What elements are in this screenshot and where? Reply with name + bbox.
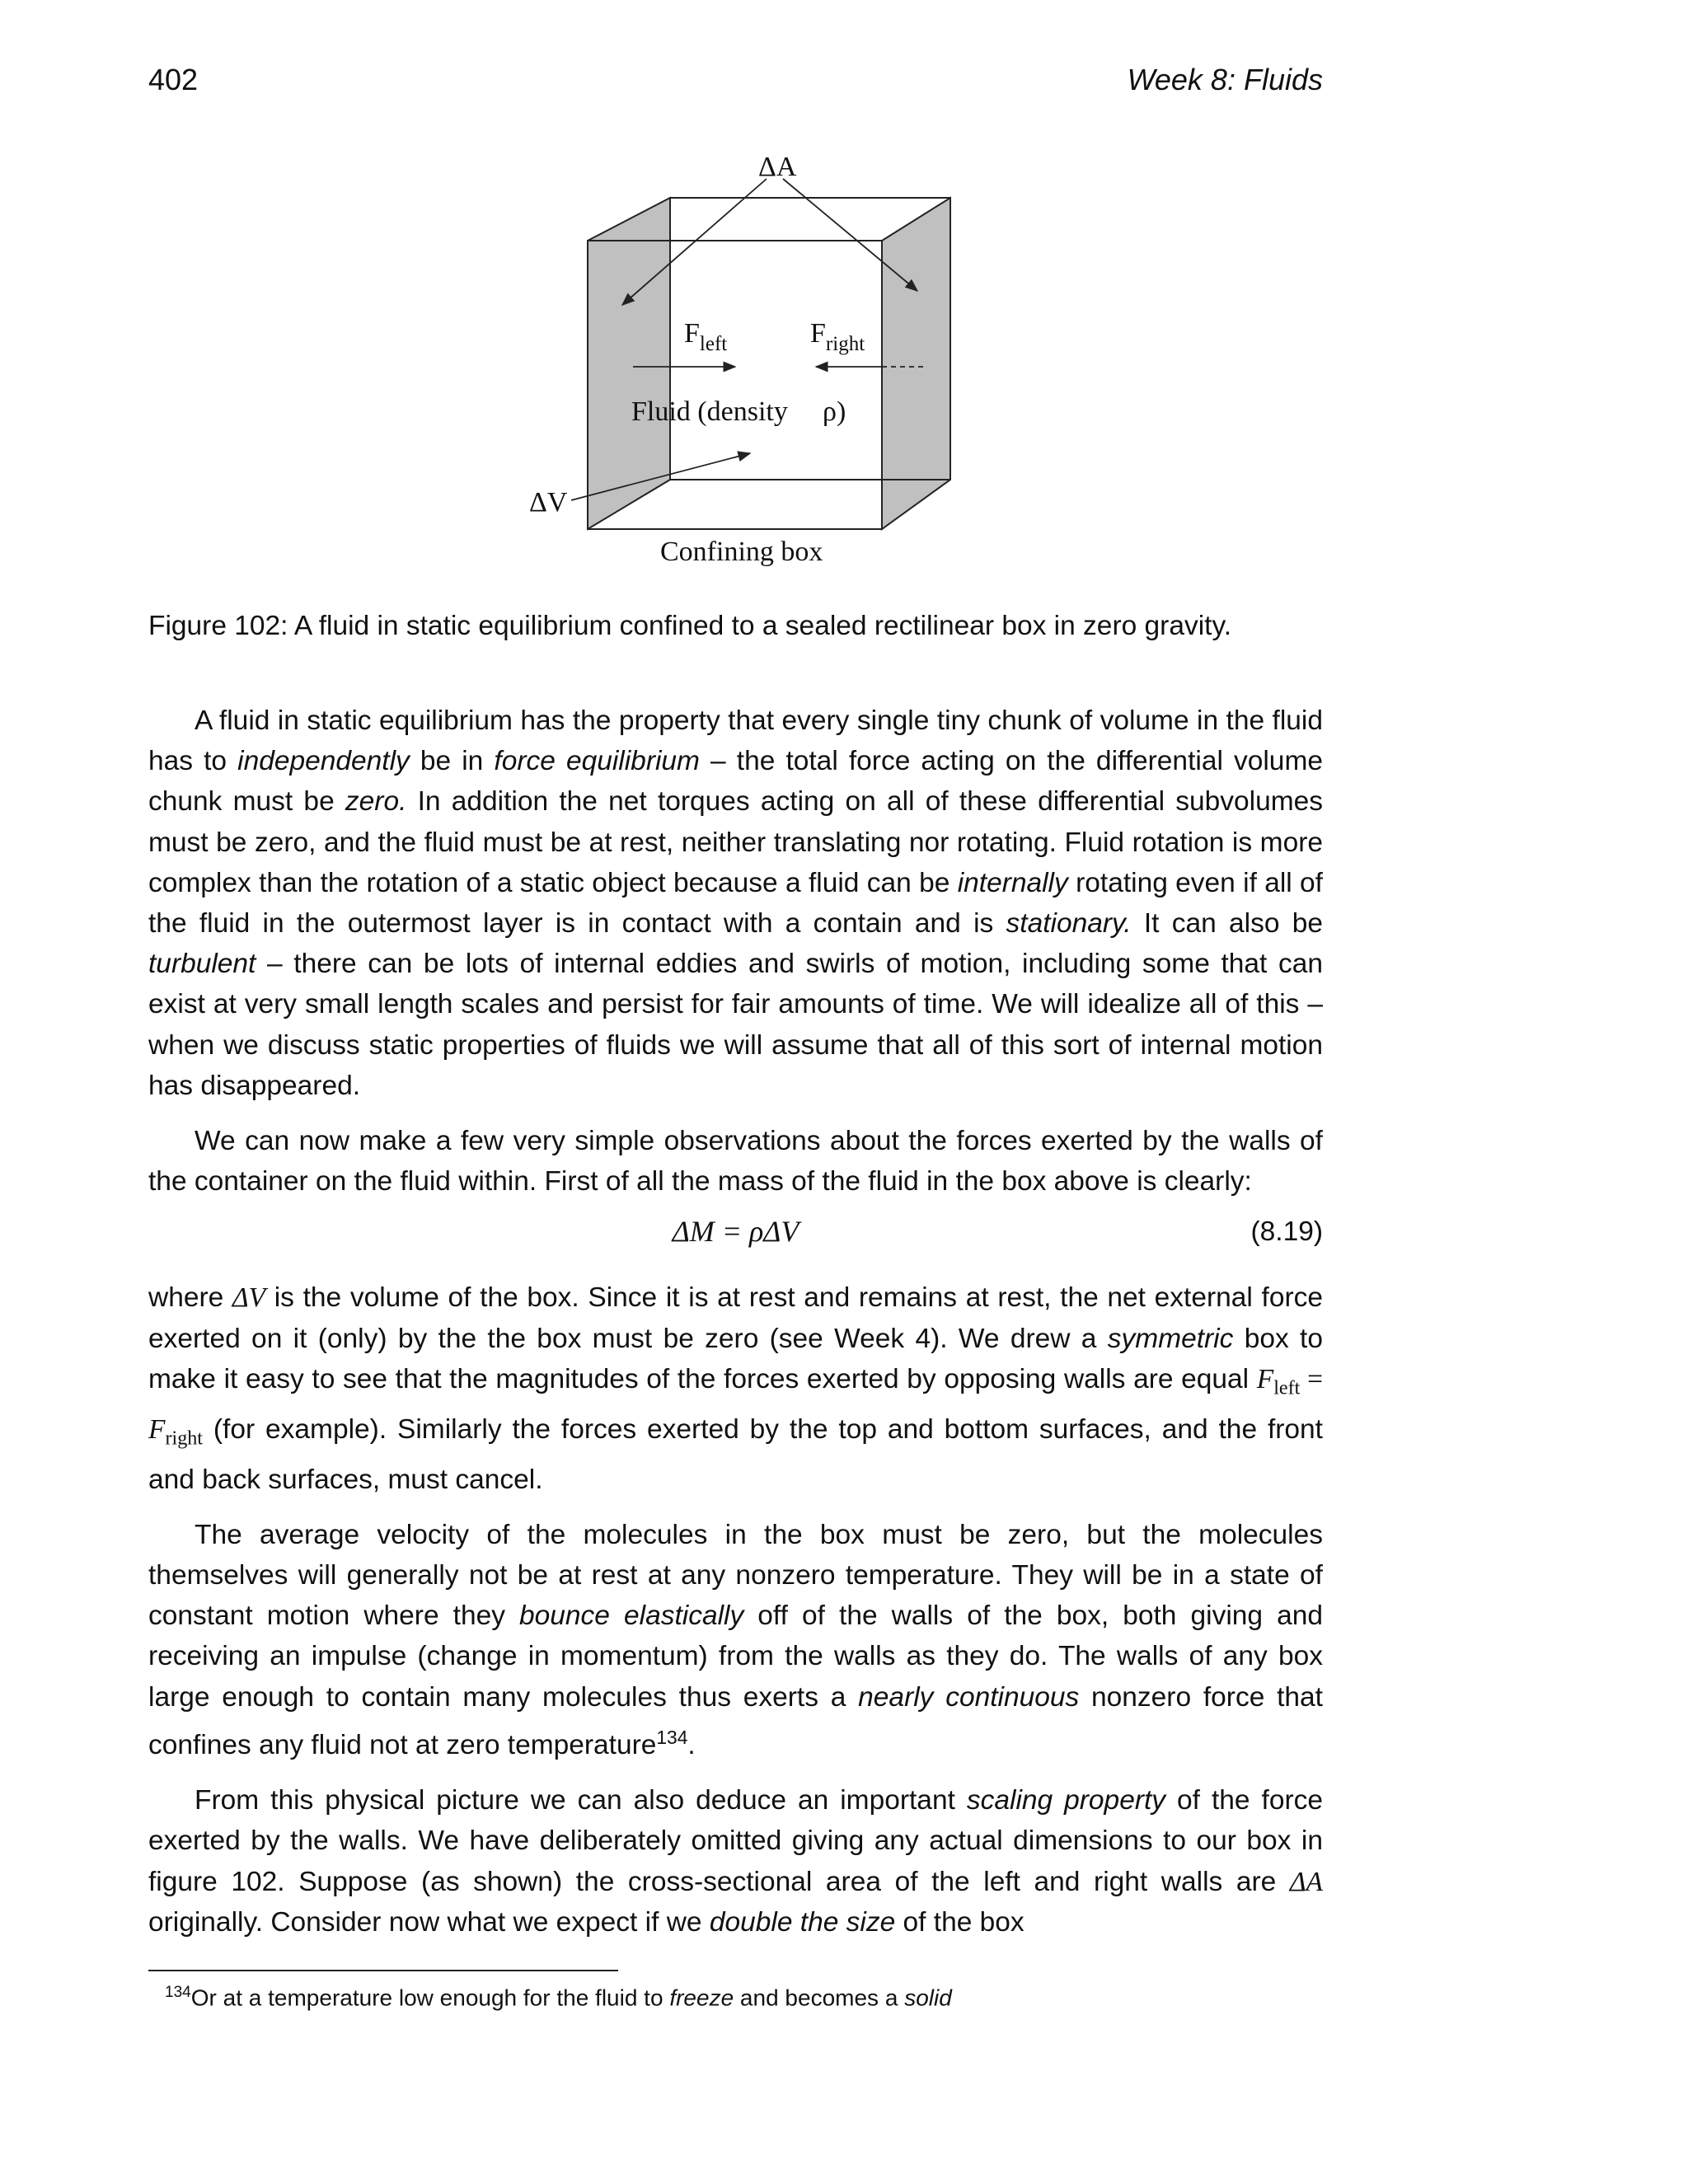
f-right-label: $F_{right}$ <box>810 318 865 355</box>
f-left-label: $F_{left}$ <box>684 318 728 355</box>
confining-box-label: Confining box <box>660 537 823 567</box>
figure-caption: Figure 102: A fluid in static equilibrium confined to a sealed rectilinear box in zero gravity. <box>148 611 1232 641</box>
running-head: Week 8: Fluids <box>1127 63 1323 96</box>
paragraph-4: The average velocity of the molecules in the box must be zero, but the molecules themselves will generally not be at rest at any nonzero temperature. They will be in a state of constant motion where they bounce elastically off of the walls of the box, both giving and receiving an impulse (change in momentum) from the walls as they do. The walls of any box large enough to contain many molecules thus exerts a nearly continuous nonzero force that confines any fluid not at zero temperature$^{134}$. <box>148 1519 1323 1760</box>
figure-102 <box>511 144 1006 589</box>
footnote-134: $^{134}$Or at a temperature low enough for the fluid to freeze and becomes a solid <box>165 1984 952 2011</box>
confining-box-diagram <box>511 144 1006 589</box>
paragraph-5: From this physical picture we can also deduce an important scaling property of the force exerted by the walls. We have deliberately omitted giving any actual dimensions to our box in figure 102. Suppose (as shown) the cross-sectional area of the left and right walls are ΔA originally. Consider now what we expect if we double the size of the box <box>148 1785 1324 1938</box>
paragraph-3: where ΔV is the volume of the box. Since it is at rest and remains at rest, the net external force exerted on it (only) by the the box must be zero (see Week 4). We drew a symmetric box to make it easy to see that the magnitudes of the forces exerted by opposing walls are equal $F_{left} = F_{right}$ (for example). Similarly the forces exerted by the top and bottom surfaces, and the front and back surfaces, must cancel. <box>148 1282 1323 1495</box>
paragraph-2: We can now make a few very simple observations about the forces exerted by the walls of the container on the fluid within. First of all the mass of the fluid in the box above is clearly: <box>148 1126 1323 1197</box>
delta-a-label: ΔA <box>758 152 797 182</box>
equation-expression: ΔM = ρΔV <box>672 1215 799 1249</box>
footnote-rule <box>148 1970 618 1971</box>
footnote-ref[interactable]: 134 <box>656 1726 688 1748</box>
body-text <box>148 701 1323 1957</box>
left-wall <box>588 198 670 529</box>
equation-8-19 <box>148 1212 1323 1256</box>
page-number: 402 <box>148 63 199 96</box>
paragraph-1: A fluid in static equilibrium has the property that every single tiny chunk of volume in the fluid has to independently be in force equilibrium – the total force acting on the differential volume chunk must be zero. In addition the net torques acting on all of these differential subvolumes must be zero, and the fluid must be at rest, neither translating nor rotating. Fluid rotation is more complex than the rotation of a static object because a fluid can be internally rotating even if all of the fluid in the outermost layer is in contact with a contain and is stationary. It can also be turbulent – there can be lots of internal eddies and swirls of motion, including some that can exist at very small length scales and persist for fair amounts of time. We will idealize all of this – when we discuss static properties of fluids we will assume that all of this sort of internal motion has disappeared. <box>148 705 1324 1101</box>
equation-number: (8.19) <box>1250 1216 1323 1248</box>
delta-v-label: ΔV <box>529 487 568 518</box>
fluid-label: Fluid (density <box>631 396 788 427</box>
rho-label: ρ) <box>823 396 846 427</box>
